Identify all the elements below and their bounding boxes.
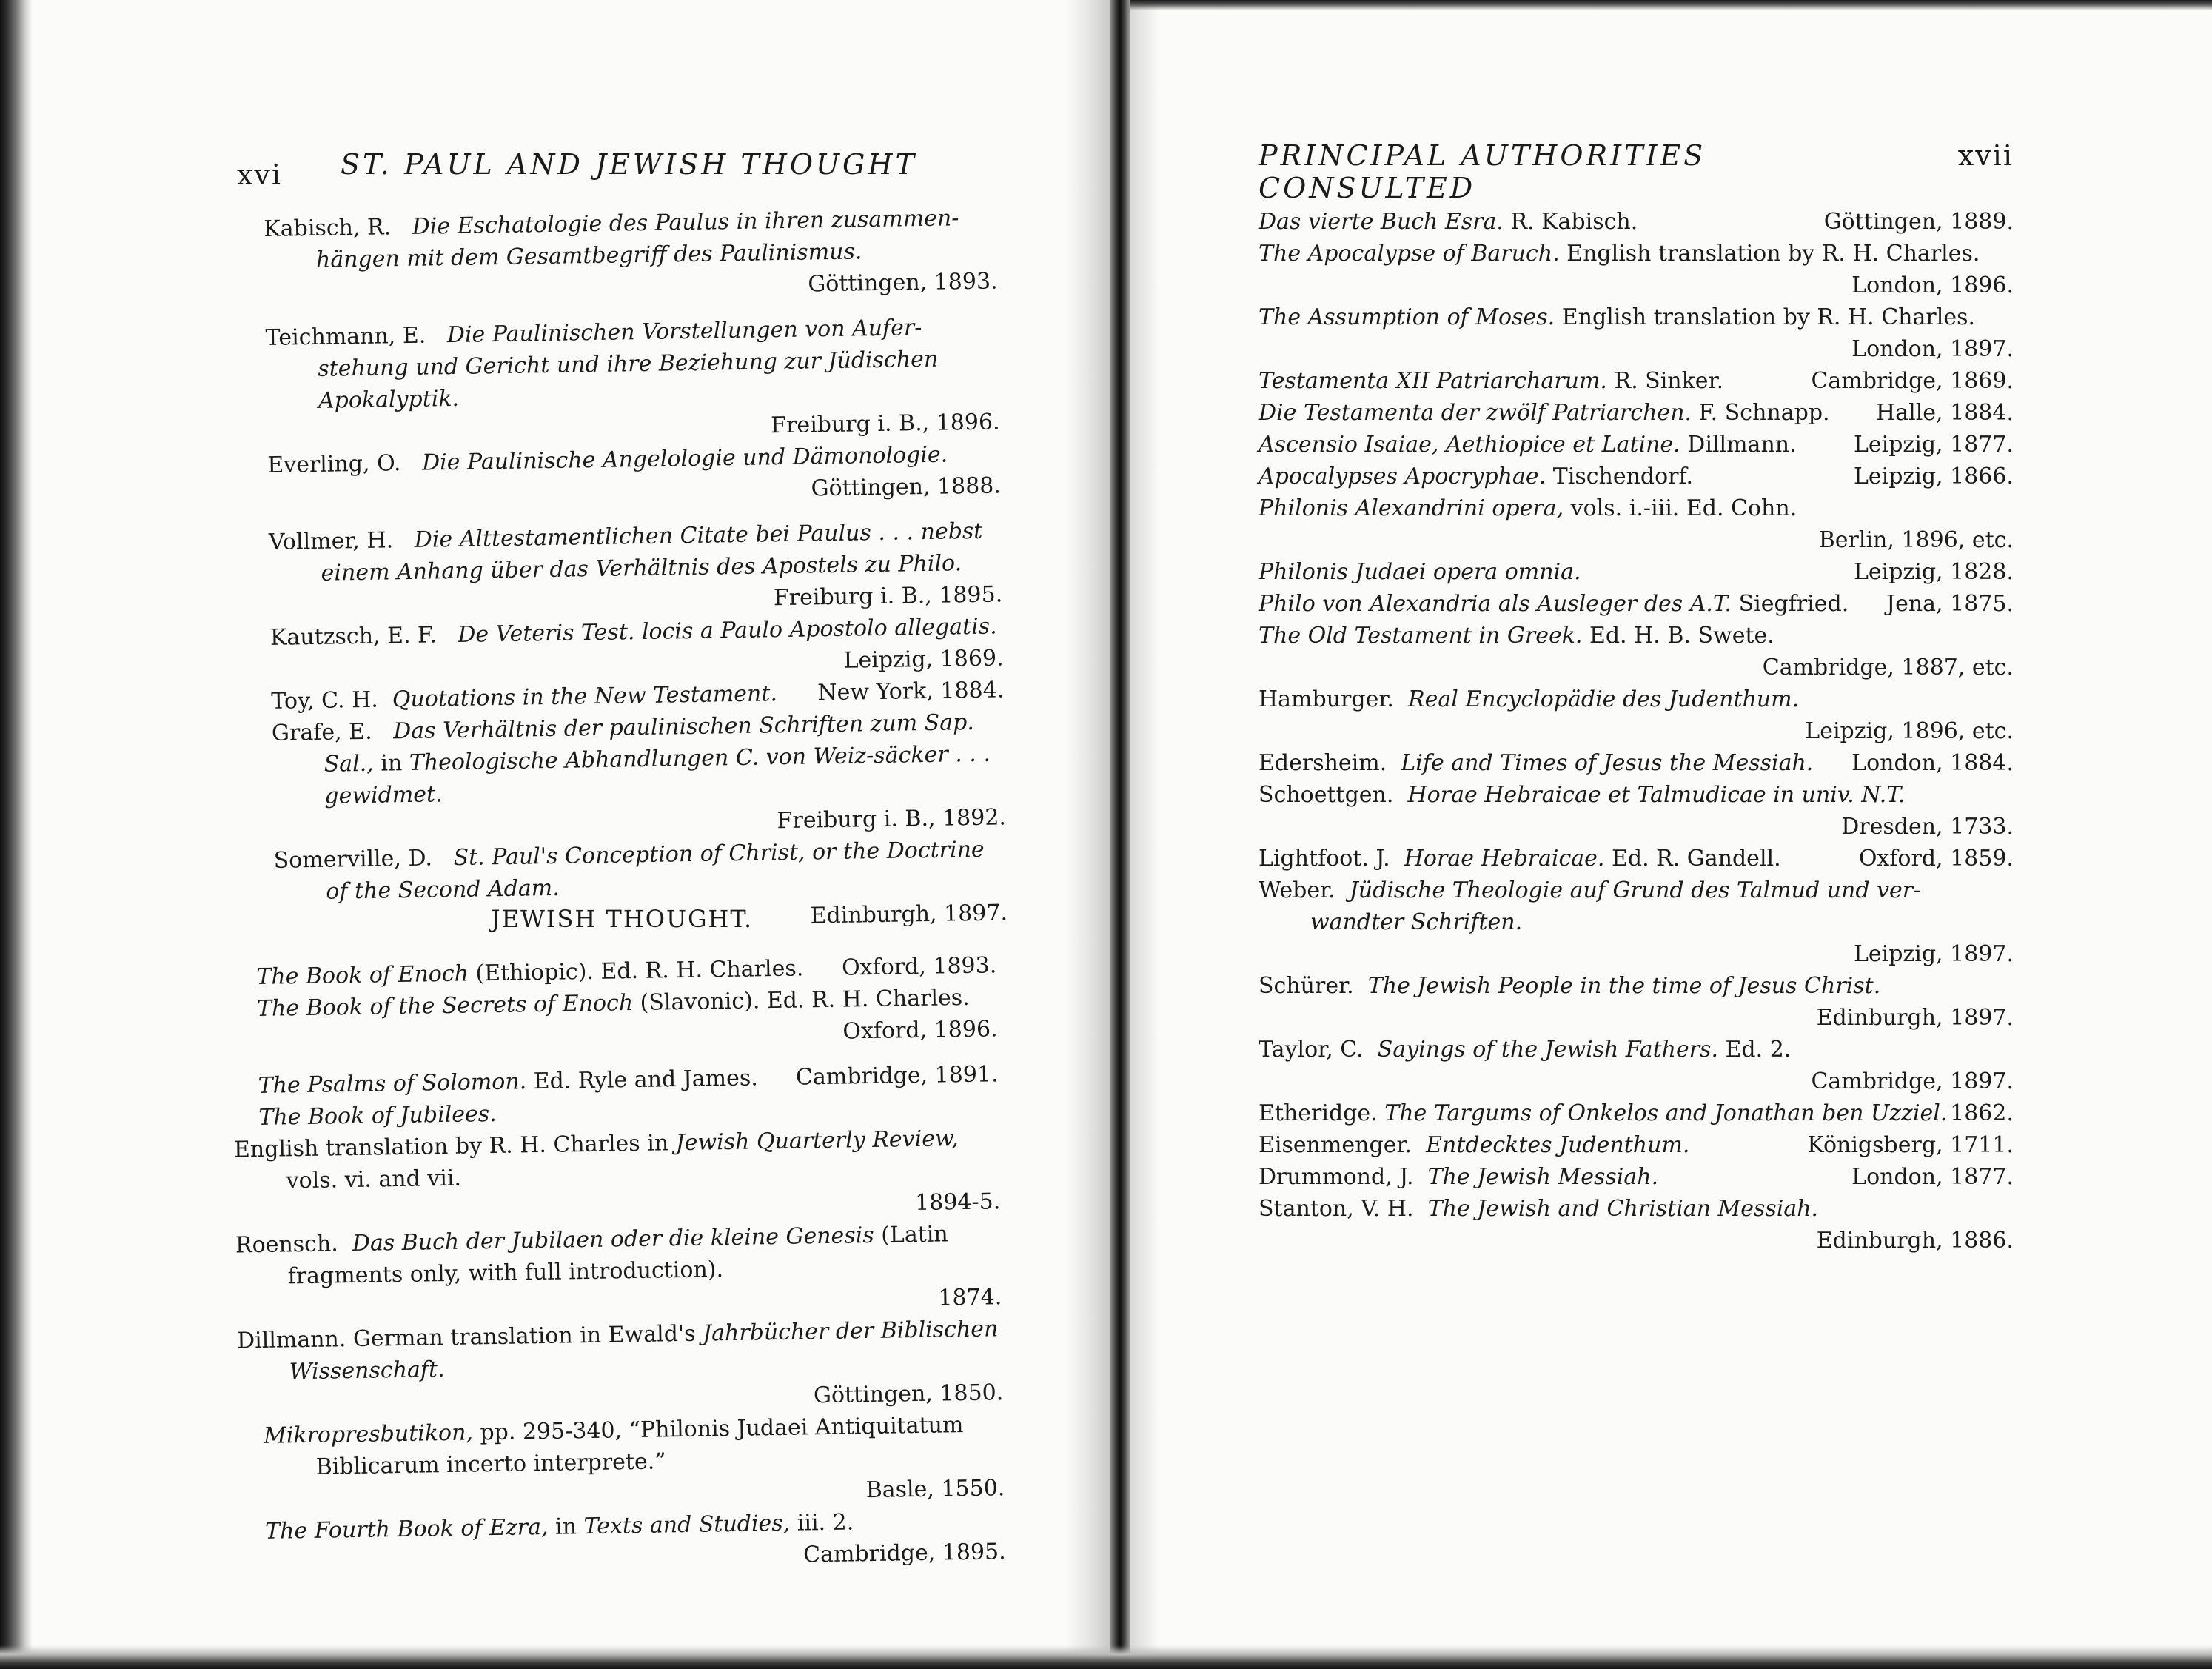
entry-author: Hamburger. <box>1259 686 1394 712</box>
entry-author: Schoettgen. <box>1259 782 1394 808</box>
entry-title: Das Verhältnis der paulinischen Schriften zum Sap. Sal., <box>324 709 975 777</box>
entry-title: Jewish Quarterly Review, <box>675 1126 959 1157</box>
bib-entry <box>1259 683 2014 747</box>
entry-publication: Cambridge, 1887, etc. <box>1762 655 2014 680</box>
bib-entry <box>264 1408 1005 1516</box>
entry-title: The Jewish and Christian Messiah. <box>1427 1196 1819 1222</box>
entry-title: The Jewish People in the time of Jesus Christ. <box>1367 973 1881 999</box>
entry-detail: (Slavonic). Ed. R. H. Charles. <box>632 984 970 1017</box>
bib-entry <box>1259 620 2014 683</box>
bib-entry <box>267 438 1001 513</box>
entry-detail: Siegfried. <box>1732 591 1849 617</box>
entry-title: Die Paulinische Angelologie und Dämonologie. <box>421 441 948 476</box>
entry-title: The Apocalypse of Baruch. <box>1259 241 1560 267</box>
entry-publication: Jena, 1875. <box>1886 591 2014 617</box>
book-gutter-left <box>1066 0 1110 1669</box>
bib-entry <box>1259 1097 2014 1129</box>
entry-title: Die Eschatologie des Paulus in ihren zusammen-hängen mit dem Gesamtbegriff des Paulinismus. <box>315 205 959 273</box>
entry-publication: Oxford, 1893. <box>841 952 997 981</box>
bib-entry <box>270 610 1004 686</box>
entry-title: Life and Times of Jesus the Messiah. <box>1401 750 1814 776</box>
entry-title: Die Testamenta der zwölf Patriarchen. <box>1259 400 1692 426</box>
entry-title: Entdecktes Judenthum. <box>1426 1132 1690 1158</box>
bib-entry <box>265 310 1000 449</box>
entry-connector: in <box>373 750 410 777</box>
entry-detail: vols. i.-iii. Ed. Cohn. <box>1564 495 1797 521</box>
section-heading-jewish-thought: JEWISH THOUGHT. <box>490 905 754 933</box>
entry-title: Das Buch der Jubilaen oder die kleine Genesis <box>352 1222 874 1257</box>
entry-author: Teichmann, E. <box>265 322 426 351</box>
bib-entry <box>1259 461 2014 492</box>
bib-entry <box>1259 429 2014 461</box>
right-running-title: PRINCIPAL AUTHORITIES CONSULTED <box>1259 139 1706 204</box>
bib-entry <box>1259 747 2014 779</box>
entry-author: Dillmann. <box>236 1326 346 1354</box>
entry-author: Eisenmenger. <box>1259 1132 1412 1158</box>
entry-detail: (Latin fragments only, with full introduction). <box>287 1221 948 1290</box>
entry-title: Die Alttestamentlichen Citate bei Paulus . . . nebst einem Anhang über das Verhältnis des Apostels zu Philo. <box>321 518 983 586</box>
pauline-bibliography <box>264 201 1008 940</box>
entry-publication: 1894-5. <box>914 1188 1001 1217</box>
bib-entry <box>1259 1034 2014 1097</box>
entry-publication: Freiburg i. B., 1892. <box>777 804 1007 834</box>
entry-detail: pp. 295-340, “Philonis Judaei Antiquitatum Biblicarum incerto interprete.” <box>315 1412 964 1480</box>
entry-detail: R. Kabisch. <box>1503 209 1638 235</box>
bib-entry <box>1259 492 2014 556</box>
entry-publication: Basle, 1550. <box>865 1475 1005 1504</box>
entry-publication: Cambridge, 1895. <box>802 1539 1006 1568</box>
entry-title: Sayings of the Jewish Fathers. <box>1377 1037 1718 1063</box>
entry-detail: Ed. Ryle and James. <box>526 1065 759 1095</box>
entry-publication: Göttingen, 1893. <box>808 268 998 298</box>
bib-entry <box>272 706 1007 845</box>
entry-title: Apocalypses Apocryphae. <box>1259 464 1546 489</box>
entry-title: Jüdische Theologie auf Grund des Talmud und ver-wandter Schriften. <box>1310 877 1921 935</box>
entry-title: Horae Hebraicae et Talmudicae in univ. N.T. <box>1407 782 1906 808</box>
entry-title: Die Paulinischen Vorstellungen von Aufer-stehung und Gericht und ihre Beziehung zur Jüdischen Apokalyptik. <box>318 315 939 414</box>
bib-entry <box>1259 874 2014 970</box>
entry-publication: London, 1897. <box>1851 336 2014 362</box>
bib-entry <box>1259 365 2014 397</box>
entry-publication: Göttingen, 1889. <box>1823 209 2014 235</box>
left-page-number: xvi <box>237 158 283 191</box>
right-page-number: xvii <box>1957 139 2014 172</box>
entry-title: The Book of Jubilees. <box>258 1100 497 1131</box>
entry-detail: Dillmann. <box>1680 432 1797 458</box>
entry-author: Toy, C. H. <box>271 686 379 715</box>
entry-title: The Assumption of Moses. <box>1259 304 1555 330</box>
left-running-title: ST. PAUL AND JEWISH THOUGHT <box>341 148 917 181</box>
bib-entry <box>269 515 1003 622</box>
entry-detail: iii. 2. <box>789 1509 854 1536</box>
entry-detail: Ed. R. Gandell. <box>1604 846 1781 872</box>
entry-detail: R. Sinker. <box>1606 368 1724 394</box>
entry-title: Philonis Alexandrini opera, <box>1259 495 1564 521</box>
entry-author: Somerville, D. <box>273 845 433 874</box>
bib-entry <box>1259 301 2014 365</box>
bib-subentry <box>236 1313 1004 1420</box>
entry-title: Testamenta XII Patriarcharum. <box>1259 368 1607 394</box>
entry-publication: Leipzig, 1877. <box>1853 432 2014 458</box>
book-gutter-right <box>1130 0 1159 1669</box>
book-top-edge-shadow <box>1130 0 2212 10</box>
entry-author: Edersheim. <box>1259 750 1387 776</box>
entry-title: The Targums of Onkelos and Jonathan ben Uzziel. <box>1384 1100 1948 1126</box>
entry-publication: Freiburg i. B., 1895. <box>773 581 1003 612</box>
entry-detail: F. Schnapp. <box>1692 400 1830 426</box>
entry-publication: Dresden, 1733. <box>1841 814 2014 840</box>
entry-publication: New York, 1884. <box>817 677 1005 706</box>
entry-author: Taylor, C. <box>1259 1037 1364 1063</box>
entry-author: Schürer. <box>1259 973 1354 999</box>
entry-author: Etheridge. <box>1259 1100 1378 1126</box>
entry-title-secondary: Texts and Studies, <box>583 1510 791 1540</box>
entry-author: Kautzsch, E. F. <box>269 622 437 651</box>
entry-publication: 1874. <box>938 1284 1002 1311</box>
entry-publication: London, 1877. <box>1851 1164 2014 1190</box>
entry-title: The Jewish Messiah. <box>1427 1164 1659 1190</box>
entry-title: Horae Hebraicae. <box>1404 846 1605 872</box>
entry-publication: Leipzig, 1897. <box>1853 941 2014 967</box>
entry-title: Jahrbücher der Biblischen Wissenschaft. <box>289 1316 999 1385</box>
entry-publication: Königsberg, 1711. <box>1807 1132 2014 1158</box>
entry-publication: Edinburgh, 1897. <box>810 900 1008 929</box>
book-bottom-edge-shadow <box>0 1645 2212 1669</box>
entry-author: Stanton, V. H. <box>1259 1196 1414 1222</box>
entry-publication: Edinburgh, 1886. <box>1816 1228 2014 1254</box>
book-left-edge-shadow <box>0 0 33 1669</box>
entry-publication: Cambridge, 1891. <box>795 1061 999 1091</box>
jewish-thought-bibliography <box>233 949 1006 1579</box>
entry-title: Philonis Judaei opera omnia. <box>1259 559 1581 585</box>
bib-entry <box>1259 1161 2014 1193</box>
entry-publication: 1862. <box>1950 1100 2014 1126</box>
bib-entry <box>257 981 998 1057</box>
apocalyptic-bibliography <box>1259 206 2014 1257</box>
entry-detail: Tischendorf. <box>1546 464 1694 489</box>
entry-publication: Göttingen, 1850. <box>813 1379 1004 1409</box>
entry-title: The Book of Enoch <box>256 960 469 990</box>
entry-title: Quotations in the New Testament. <box>392 680 778 713</box>
entry-title: The Book of the Secrets of Enoch <box>256 990 634 1022</box>
entry-detail: in <box>548 1514 584 1540</box>
bib-entry <box>265 1504 1006 1579</box>
book-spine <box>1110 0 1130 1669</box>
entry-detail: Ed. H. B. Swete. <box>1582 623 1774 649</box>
entry-detail: English translation by R. H. Charles. <box>1559 241 1980 267</box>
bib-entry <box>264 201 998 309</box>
entry-publication: Leipzig, 1896, etc. <box>1805 718 2014 744</box>
entry-title: De Veteris Test. locis a Paulo Apostolo allegatis. <box>458 613 997 648</box>
entry-title: Real Encyclopädie des Judenthum. <box>1407 686 1800 712</box>
entry-author: Roensch. <box>235 1231 339 1259</box>
entry-detail: (Ethiopic). Ed. R. H. Charles. <box>468 955 804 987</box>
entry-publication: Leipzig, 1828. <box>1853 559 2014 585</box>
bib-entry <box>1259 238 2014 301</box>
entry-author: Vollmer, H. <box>268 527 394 555</box>
entry-author: Weber. <box>1259 877 1335 903</box>
entry-title: Das vierte Buch Esra. <box>1259 209 1504 235</box>
entry-author: Kabisch, R. <box>264 214 392 242</box>
entry-publication: London, 1884. <box>1851 750 2014 776</box>
bib-entry <box>1259 779 2014 843</box>
entry-author: Lightfoot. J. <box>1259 846 1390 872</box>
entry-title: The Fourth Book of Ezra, <box>264 1514 549 1545</box>
bib-subentry <box>233 1122 1001 1229</box>
bib-entry <box>1259 206 2014 238</box>
entry-detail: English translation by R. H. Charles. <box>1555 304 1976 330</box>
entry-author: Grafe, E. <box>271 718 372 746</box>
entry-title: Philo von Alexandria als Ausleger des A.T. <box>1259 591 1732 617</box>
entry-publication: Oxford, 1859. <box>1858 846 2014 872</box>
entry-publication: Halle, 1884. <box>1876 400 2014 426</box>
entry-publication: Leipzig, 1866. <box>1853 464 2014 489</box>
entry-title: Mikropresbutikon, <box>263 1419 474 1449</box>
bib-subentry <box>235 1217 1002 1325</box>
entry-publication: Oxford, 1896. <box>842 1016 998 1045</box>
entry-publication: Berlin, 1896, etc. <box>1818 527 2014 553</box>
bib-entry <box>1259 588 2014 620</box>
entry-publication: London, 1896. <box>1851 272 2014 298</box>
entry-detail: English translation by R. H. Charles in <box>233 1130 676 1163</box>
entry-author: Everling, O. <box>267 450 401 478</box>
bib-entry <box>1259 1129 2014 1161</box>
entry-author: Drummond, J. <box>1259 1164 1414 1190</box>
entry-publication: Leipzig, 1869. <box>843 645 1004 674</box>
entry-publication: Freiburg i. B., 1896. <box>770 409 1000 439</box>
bib-entry <box>1259 970 2014 1034</box>
entry-publication: Cambridge, 1869. <box>1811 368 2014 394</box>
entry-title: The Old Testament in Greek. <box>1259 623 1583 649</box>
entry-detail: German translation in Ewald's <box>346 1320 703 1353</box>
entry-title: The Psalms of Solomon. <box>258 1068 527 1099</box>
entry-detail: vols. vi. and vii. <box>286 1165 462 1194</box>
bib-entry <box>1259 843 2014 874</box>
entry-title: St. Paul's Conception of Christ, or the Doctrine of the Second Adam. <box>326 836 985 905</box>
entry-publication: Cambridge, 1897. <box>1811 1068 2014 1094</box>
bib-entry <box>1259 397 2014 429</box>
entry-title-secondary: Theologische Abhandlungen C. von Weiz-säcker . . . gewidmet. <box>324 740 991 809</box>
entry-title: Ascensio Isaiae, Aethiopice et Latine. <box>1259 432 1680 458</box>
entry-publication: Göttingen, 1888. <box>811 472 1002 502</box>
bib-entry <box>1259 556 2014 588</box>
entry-detail: Ed. 2. <box>1717 1037 1792 1063</box>
entry-publication: Edinburgh, 1897. <box>1816 1005 2014 1031</box>
bib-entry <box>1259 1193 2014 1257</box>
